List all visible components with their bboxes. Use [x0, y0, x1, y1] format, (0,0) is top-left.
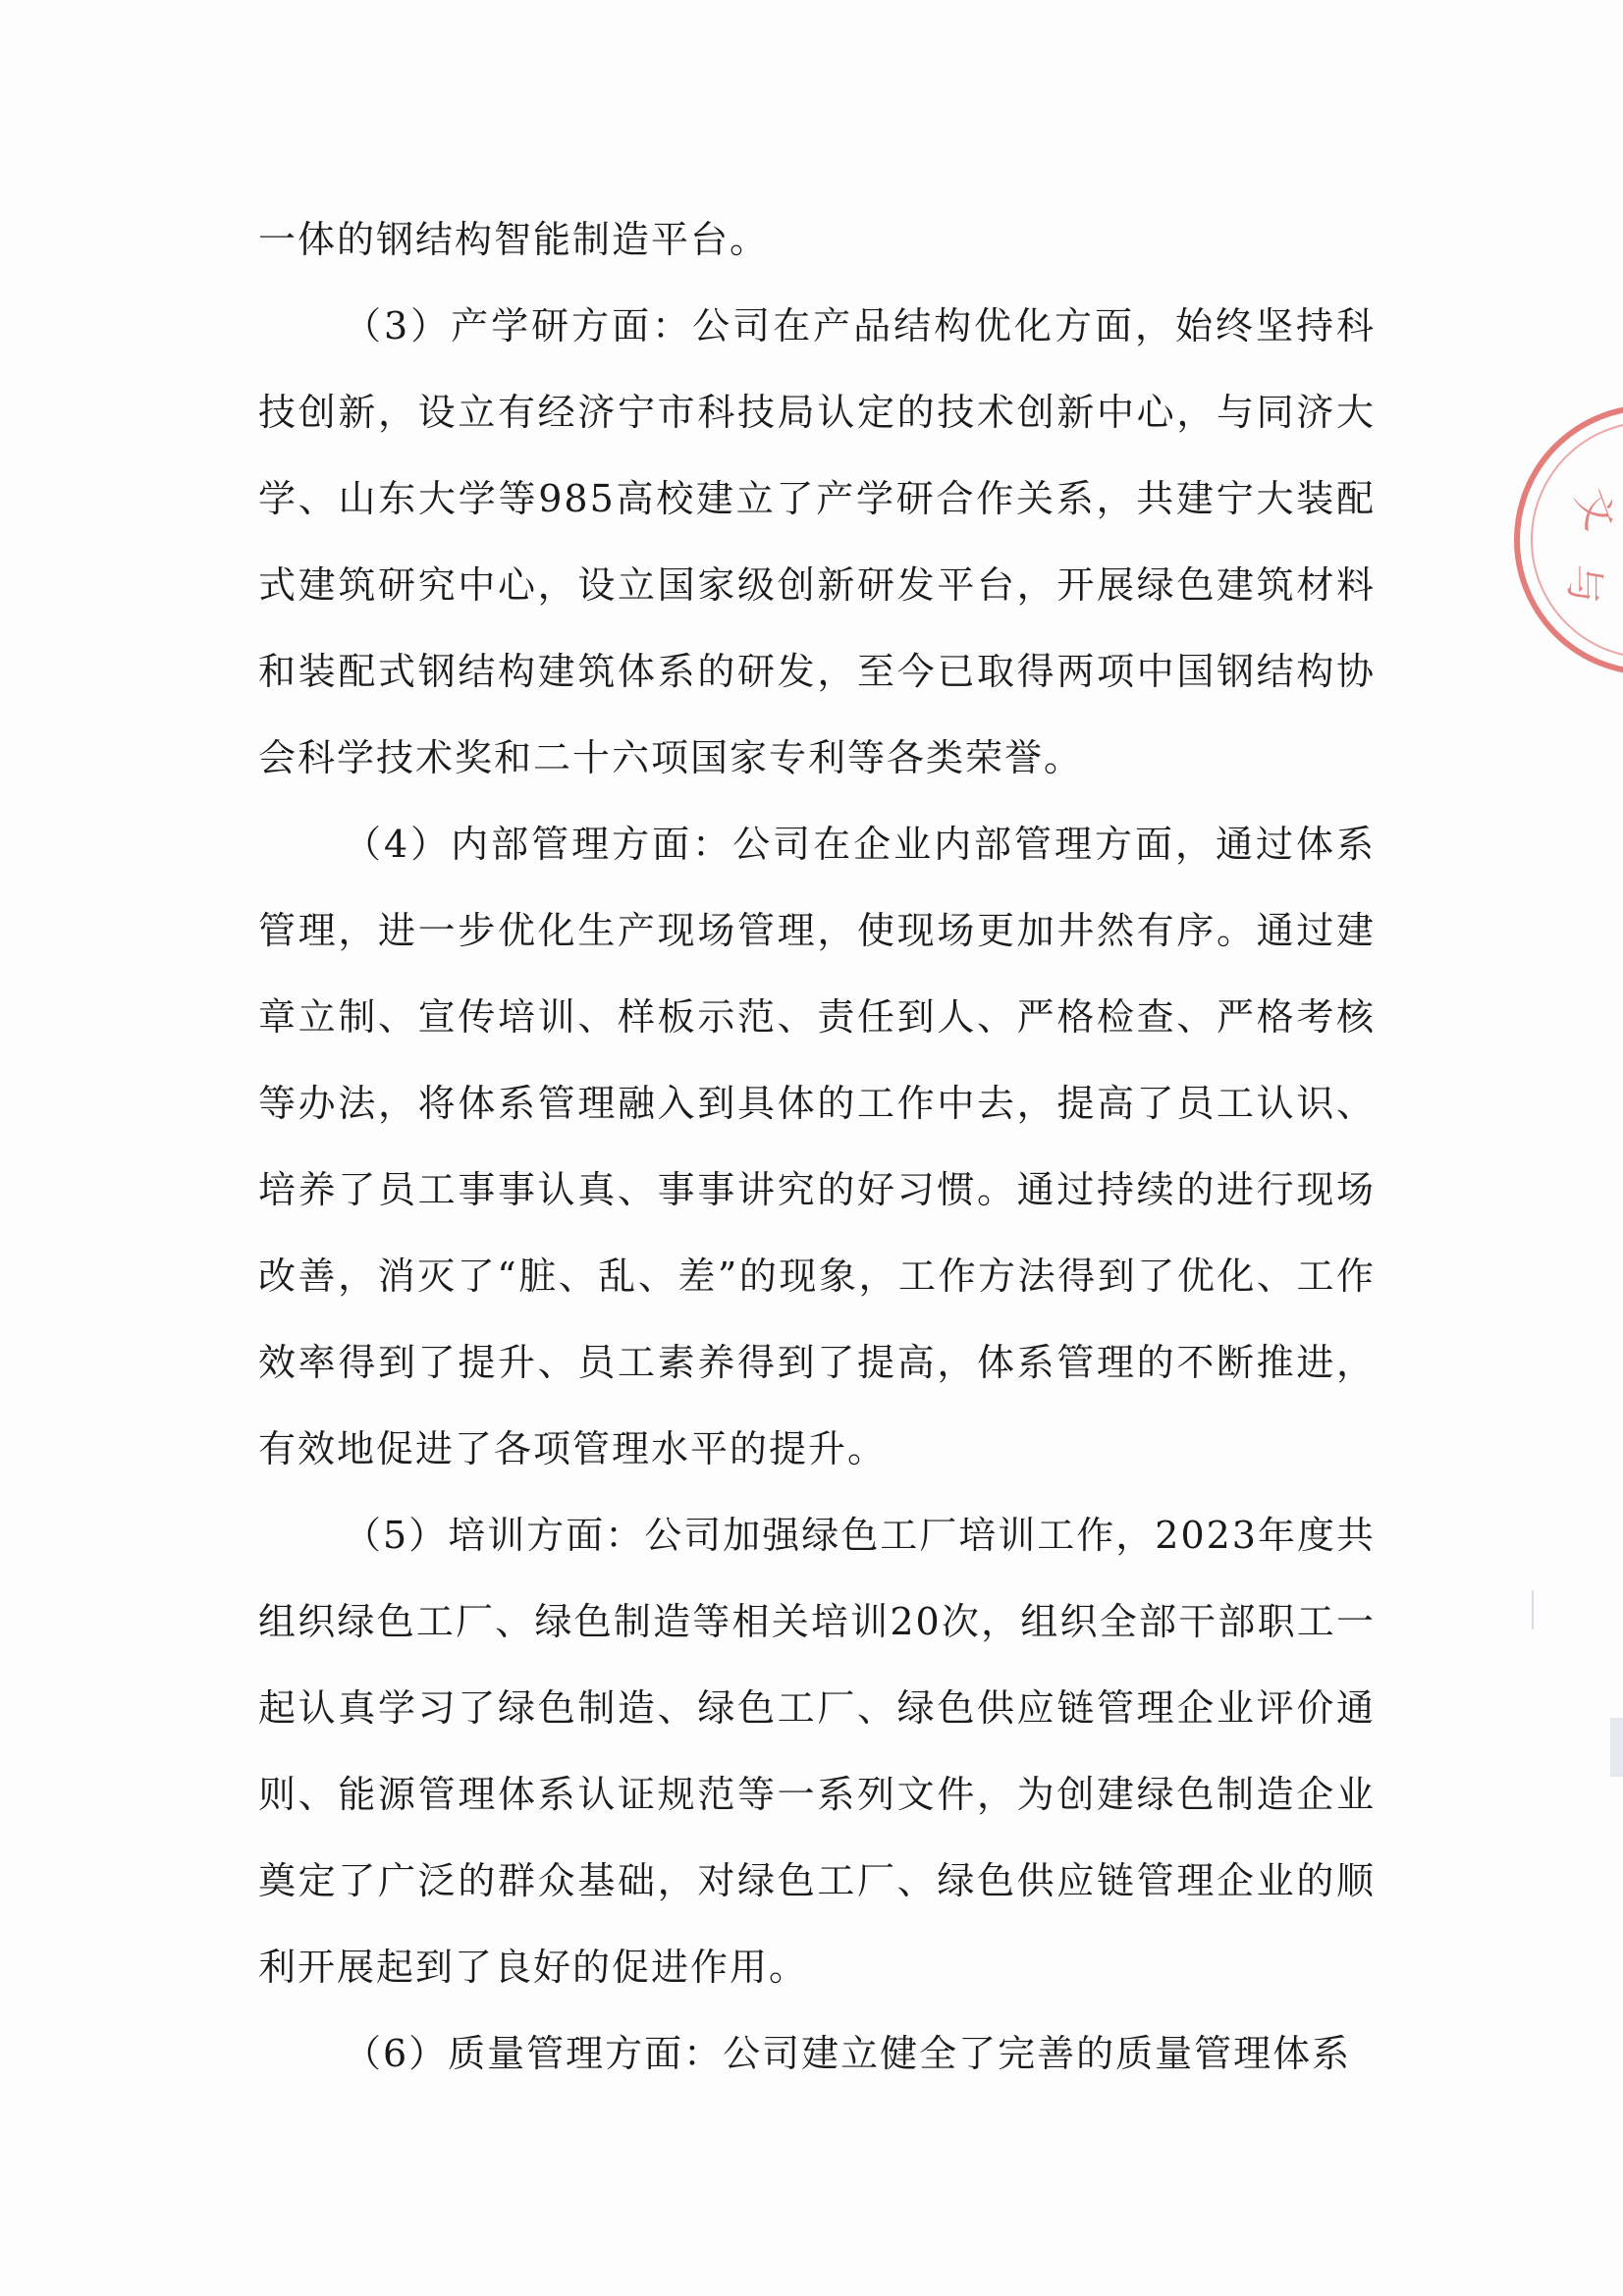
paragraph-training: （5）培训方面：公司加强绿色工厂培训工作，2023年度共组织绿色工厂、绿色制造等相关培训20次，组织全部干部职工一起认真学习了绿色制造、绿色工厂、绿色供应链管理企业评价通则、能源管理体系认证规范等一系列文件，为创建绿色制造企业奠定了广泛的群众基础，对绿色工厂、绿色供应链管理企业的顺利开展起到了良好的促进作用。 [258, 1514, 1376, 1989]
paragraph-quality-management: （6）质量管理方面：公司建立健全了完善的质量管理体系 [344, 2032, 1352, 2075]
paragraph-industry-research: （3）产学研方面：公司在产品结构优化方面，始终坚持科技创新，设立有经济宁市科技局认定的技术创新中心，与同济大学、山东大学等985高校建立了产学研合作关系，共建宁大装配式建筑研究中心，设立国家级创新研发平台，开展绿色建筑材料和装配式钢结构建筑体系的研发，至今已取得两项中国钢结构协会科学技术奖和二十六项国家专利等各类荣誉。 [258, 304, 1376, 779]
scan-artifact [1610, 1718, 1623, 1777]
svg-text:文: 文 [1566, 483, 1623, 537]
scan-artifact [1532, 1590, 1534, 1629]
paragraph-continuation: 一体的钢结构智能制造平台。 [258, 218, 770, 261]
svg-text:与: 与 [1561, 564, 1606, 604]
seal-stamp-icon [1502, 393, 1623, 687]
document-body [258, 196, 1376, 2097]
paragraph-internal-management: （4）内部管理方面：公司在企业内部管理方面，通过体系管理，进一步优化生产现场管理，使现场更加井然有序。通过建章立制、宣传培训、样板示范、责任到人、严格检查、严格考核等办法，将体系管理融入到具体的工作中去，提高了员工认识、培养了员工事事认真、事事讲究的好习惯。通过持续的进行现场改善，消灭了“脏、乱、差”的现象，工作方法得到了优化、工作效率得到了提升、员工素养得到了提高，体系管理的不断推进，有效地促进了各项管理水平的提升。 [258, 823, 1376, 1470]
